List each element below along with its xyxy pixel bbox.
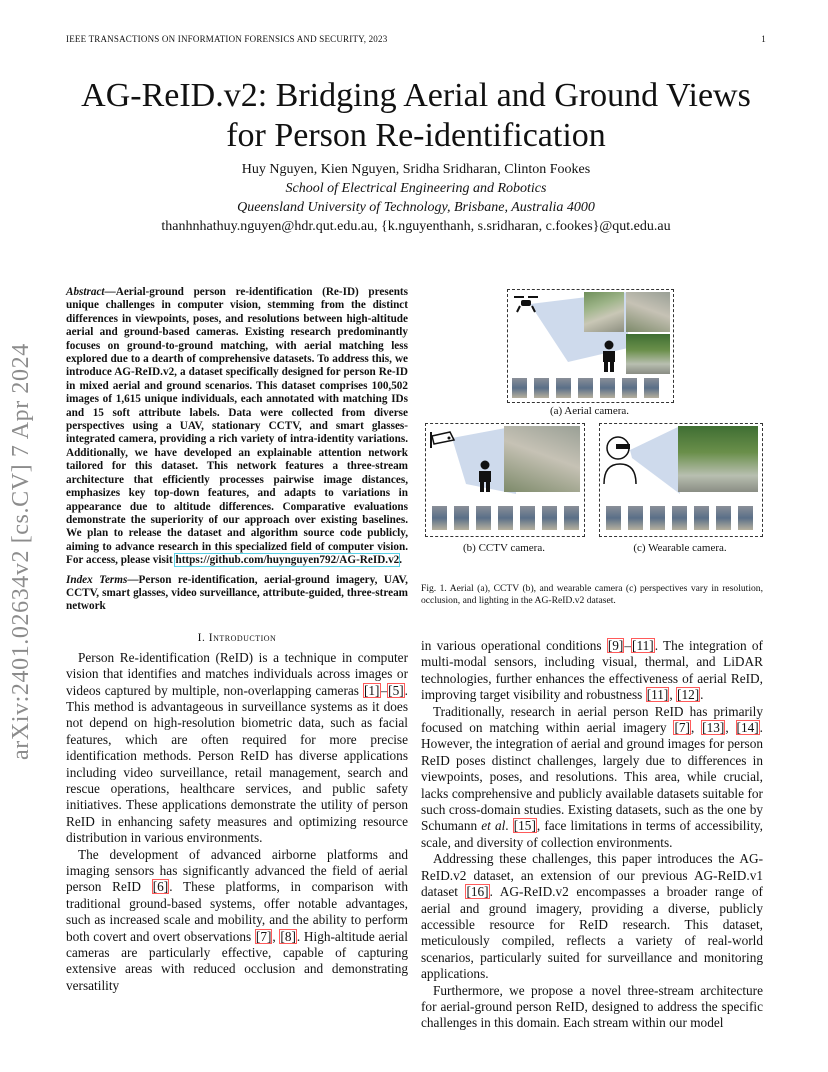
person-icon <box>476 460 494 497</box>
aerial-panel <box>507 289 674 403</box>
journal-name: IEEE TRANSACTIONS ON INFORMATION FORENSICS AND SECURITY, 2023 <box>66 34 388 44</box>
citation-link[interactable]: [11] <box>632 638 654 653</box>
aerial-thumbnail <box>556 378 571 398</box>
aerial-thumbnail <box>600 378 615 398</box>
cctv-thumbnail <box>476 506 491 530</box>
figure-1 <box>421 286 763 611</box>
text-run: et al <box>481 818 506 834</box>
caption-b: (b) CCTV camera. <box>463 542 545 554</box>
right-paragraph-1 <box>421 638 763 704</box>
wearable-thumbnail <box>628 506 643 530</box>
intro-paragraph-2 <box>66 847 408 995</box>
wearable-thumbnail <box>738 506 753 530</box>
aerial-thumbnail <box>622 378 637 398</box>
wearable-thumbnail <box>606 506 621 530</box>
text-run: , <box>669 687 677 703</box>
cctv-camera-icon <box>428 430 456 457</box>
wearable-panel <box>599 423 763 537</box>
title-line-1: AG-ReID.v2: Bridging Aerial and Ground Views <box>81 77 751 114</box>
cctv-thumbnail <box>542 506 557 530</box>
aerial-photo-2 <box>626 292 670 332</box>
citation-link[interactable]: [7] <box>674 720 690 736</box>
text-run: . The integration of multi-modal sensors, including visual, thermal, and LiDAR technologies, further enhances the effectiveness of aerial ReID, improving target visibility and robustness <box>421 638 763 703</box>
smart-glasses-wearer-icon <box>602 434 640 489</box>
text-run: Traditionally, research in aerial person ReID has primarily focused on matching within aerial imagery <box>421 703 763 736</box>
citation-link[interactable]: [6] <box>152 879 169 895</box>
text-run: – <box>624 638 632 653</box>
citation-link[interactable]: [8] <box>280 928 296 944</box>
aerial-photo-3 <box>626 334 670 374</box>
title-line-2: for Person Re-identification <box>226 117 606 154</box>
text-run: , <box>725 720 736 736</box>
author-emails: thanhnhathuy.nguyen@hdr.qut.edu.au, {k.nguyenthanh, s.sridharan, c.fookes}@qut.edu.au <box>161 219 671 234</box>
citation-link[interactable]: [5] <box>388 682 404 698</box>
text-run: , <box>272 928 280 944</box>
index-terms <box>66 574 408 614</box>
wearable-thumbnail <box>672 506 687 530</box>
text-run: The development of advanced airborne platforms and imaging sensors has significantly advanced the field of aerial person ReID <box>66 846 408 895</box>
github-link[interactable]: https://github.com/huynguyen792/AG-ReID.v2 <box>175 554 400 567</box>
wearable-thumbnail <box>650 506 665 530</box>
text-run: , <box>690 720 702 736</box>
arxiv-stamp: arXiv:2401.02634v2 [cs.CV] 7 Apr 2024 <box>8 343 34 760</box>
text-run: Person Re-identification (ReID) is a technique in computer vision that identifies and matches individuals across images or videos captured by multiple, non-overlapping cameras <box>66 649 408 698</box>
text-run: . <box>505 818 513 834</box>
running-header <box>66 34 766 44</box>
caption-a: (a) Aerial camera. <box>549 405 630 417</box>
index-terms-text: —Person re-identification, aerial-ground imagery, UAV, CCTV, smart glasses, video surveillance, attribute-guided, three-stream network <box>66 573 408 613</box>
citation-link[interactable]: [7] <box>255 928 272 944</box>
text-run: , face limitations in terms of accessibility, scale, and diversity of collection environments. <box>421 818 763 850</box>
cctv-thumbnail <box>454 506 469 530</box>
abstract-lead: Abstract <box>66 286 105 298</box>
text-run: . However, the integration of aerial and ground images for person ReID poses distinct challenges, largely due to differences in viewpoints, poses, and resolutions. This area, while crucial, lacks comprehensive and publicly available datasets suitable for such cross-domain studies. Existing datasets, such as the one by Schumann <box>421 720 763 834</box>
text-run: . This method is advantageous in surveillance systems as it does not depend on high-resolution biometric data, such as facial features, which are often required for more precise identification methods. Person ReID has diverse applications including video surveillance, retail management, search and rescue operations, healthcare services, and public safety initiatives. These applications demonstrate the utility of person ReID in enhancing safety measures and optimizing resource distribution in various environments. <box>66 682 408 846</box>
wearable-thumbnail <box>694 506 709 530</box>
citation-link[interactable]: [12] <box>677 687 700 703</box>
text-run: in various operational conditions <box>421 638 607 653</box>
caption-c: (c) Wearable camera. <box>633 542 727 554</box>
cctv-thumbnail <box>520 506 535 530</box>
text-run: . High-altitude aerial cameras are particularly effective, capable of capturing extensive areas with reduced occlusion and demonstrating versatility <box>66 928 408 993</box>
citation-link[interactable]: [11] <box>646 687 669 703</box>
author-block <box>66 160 766 236</box>
citation-link[interactable]: [16] <box>466 884 489 900</box>
text-run: . These platforms, in comparison with traditional ground-based systems, offer notable advantages, such as increased scale and mobility, and the ability to perform both covert and overt observations <box>66 879 408 944</box>
cctv-thumbnail <box>432 506 447 530</box>
left-column <box>66 286 408 994</box>
citation-link[interactable]: [14] <box>736 720 759 736</box>
aerial-thumbnail <box>534 378 549 398</box>
author-university: Queensland University of Technology, Brisbane, Australia 4000 <box>237 200 595 215</box>
cctv-panel <box>425 423 585 537</box>
wearable-thumbnail <box>716 506 731 530</box>
index-terms-lead: Index Terms <box>66 573 128 586</box>
cctv-thumbnail <box>564 506 579 530</box>
text-run: . AG-ReID.v2 encompasses a broader range of aerial and ground imagery, providing a diverse, publicly accessible resource for ReID research. This dataset, meticulously compiled, reflects a variety of real-world scenarios, particularly suited for surveillance and monitoring applications. <box>421 884 763 982</box>
abstract-end: . <box>399 554 403 567</box>
right-paragraph-4: Furthermore, we propose a novel three-stream architecture for aerial-ground person ReID, designed to address the specific challenges in this domain. Each stream within our model <box>421 982 763 1031</box>
person-icon <box>600 340 618 377</box>
aerial-thumbnail <box>578 378 593 398</box>
wearable-photo <box>678 426 758 492</box>
section-title: Introduction <box>208 631 277 644</box>
author-school: School of Electrical Engineering and Robotics <box>285 181 547 196</box>
cctv-thumbnail <box>498 506 513 530</box>
abstract <box>66 286 408 568</box>
figure-caption: Fig. 1. Aerial (a), CCTV (b), and wearable camera (c) perspectives vary in resolution, occlusion, and lighting in the AG-ReID.v2 dataset. <box>421 583 763 606</box>
section-heading <box>66 632 408 644</box>
right-paragraph-3 <box>421 851 763 982</box>
drone-icon <box>512 294 540 319</box>
right-column <box>421 638 763 1032</box>
page-number: 1 <box>761 34 766 44</box>
citation-link[interactable]: [13] <box>702 720 725 736</box>
intro-paragraph-1 <box>66 650 408 847</box>
citation-link[interactable]: [9] <box>607 638 624 653</box>
citation-link[interactable]: [1] <box>363 682 380 698</box>
aerial-thumbnail <box>512 378 527 398</box>
text-run: – <box>380 682 388 698</box>
text-run: Addressing these challenges, this paper introduces the AG-ReID.v2 dataset, an extension of our previous AG-ReID.v1 dataset <box>421 851 763 900</box>
aerial-thumbnail <box>644 378 659 398</box>
author-names: Huy Nguyen, Kien Nguyen, Sridha Sridharan, Clinton Fookes <box>241 162 591 177</box>
cctv-photo <box>504 426 580 492</box>
paper-title <box>66 76 766 156</box>
right-paragraph-2 <box>421 704 763 852</box>
section-number: I. <box>197 631 209 644</box>
text-run: . <box>700 687 704 703</box>
citation-link[interactable]: [15] <box>513 818 536 834</box>
aerial-photo-1 <box>584 292 624 332</box>
abstract-text: —Aerial-ground person re-identification (Re-ID) presents unique challenges in computer vision, stemming from the distinct differences in viewpoints, poses, and resolutions between high-altitude aerial and ground-based cameras. Existing research predominantly focuses on ground-to-ground matching, with aerial matching less explored due to a dearth of comprehensive datasets. To address this, we introduce AG-ReID.v2, a dataset specifically designed for person Re-ID in mixed aerial and ground scenarios. This dataset comprises 100,502 images of 1,615 unique individuals, each annotated with matching IDs and 15 soft attribute labels. Data were collected from diverse perspectives using a UAV, stationary CCTV, and smart glasses-integrated camera, providing a rich variety of intra-identity variations. Additionally, we have developed an explainable attention network tailored for this dataset. This network features a three-stream architecture that efficiently processes pairwise image distances, emphasizes key top-down features, and adapts to variations in appearance due to altitude differences. Comparative evaluations demonstrate the superiority of our approach over existing baselines. We plan to release the dataset and algorithm source code publicly, aiming to advance research in this specialized field of computer vision. For access, please visit <box>66 286 408 567</box>
